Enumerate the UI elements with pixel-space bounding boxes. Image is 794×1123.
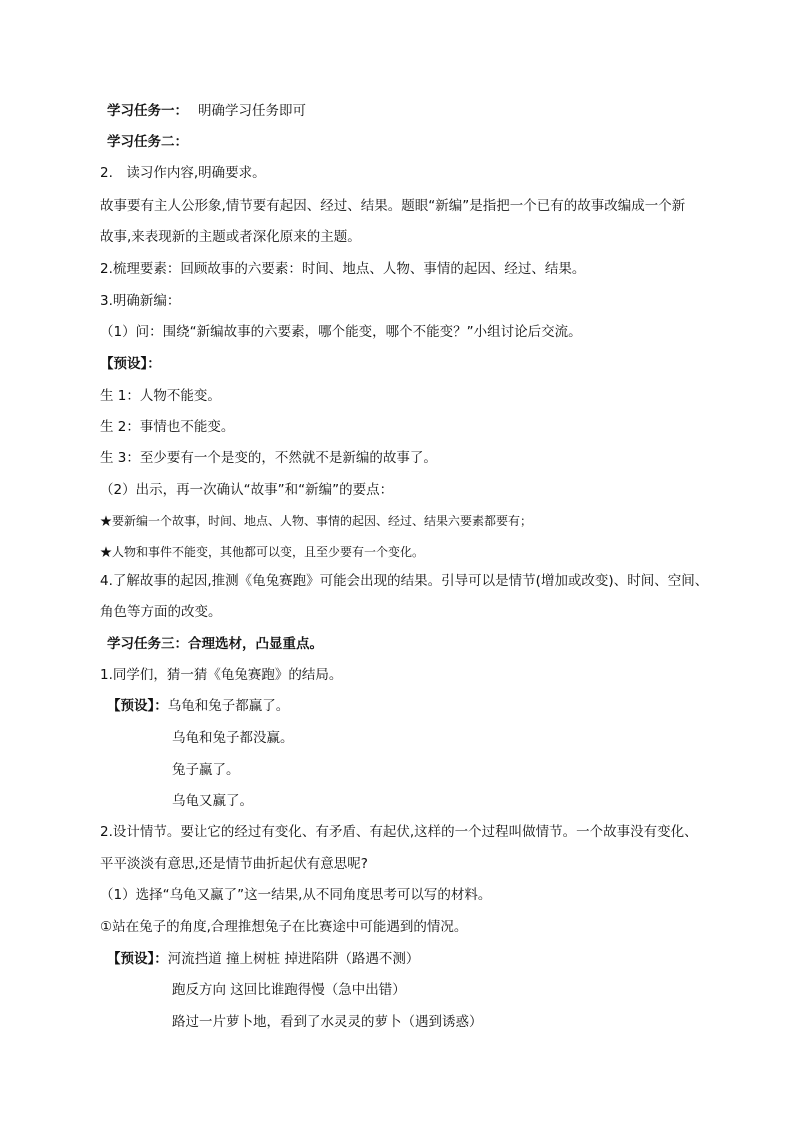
preset-label: 【预设】： [107, 951, 168, 967]
paragraph: 路过一片萝卜地，看到了水灵灵的萝卜（遇到诱惑） [172, 1014, 483, 1030]
paragraph: 兔子赢了。 [172, 762, 240, 778]
task1-text: 明确学习任务即可 [198, 103, 306, 119]
task1-label: 学习任务一： [107, 103, 188, 119]
preset-line [107, 697, 289, 715]
task1-line [107, 102, 306, 120]
paragraph: （2）出示，再一次确认“故事”和“新编”的要点： [100, 482, 394, 498]
paragraph: 4.了解故事的起因,推测《龟兔赛跑》可能会出现的结果。引导可以是情节(增加或改变)、时间、空间、 [100, 573, 709, 589]
paragraph: 故事,来表现新的主题或者深化原来的主题。 [100, 229, 361, 245]
paragraph: 跑反方向 这回比谁跑得慢（急中出错） [172, 982, 406, 998]
paragraph: 故事要有主人公形象,情节要有起因、经过、结果。题眼“新编”是指把一个已有的故事改编成一个新 [100, 198, 686, 214]
paragraph: 生 3：至少要有一个是变的，不然就不是新编的故事了。 [100, 450, 437, 466]
paragraph: 乌龟和兔子都没赢。 [172, 730, 294, 746]
paragraph: 乌龟又赢了。 [172, 793, 253, 809]
preset-text: 河流挡道 撞上树桩 掉进陷阱（路遇不测） [167, 951, 420, 967]
paragraph: 平平淡淡有意思,还是情节曲折起伏有意思呢? [100, 856, 368, 872]
paragraph: 2. 读习作内容,明确要求。 [100, 165, 266, 181]
paragraph: ①站在兔子的角度,合理推想兔子在比赛途中可能遇到的情况。 [100, 919, 468, 935]
preset-line [107, 950, 419, 968]
paragraph: 2.梳理要素：回顾故事的六要素：时间、地点、人物、事情的起因、经过、结果。 [100, 261, 586, 277]
paragraph: 生 2：事情也不能变。 [100, 419, 235, 435]
task2-label: 学习任务二： [107, 134, 188, 150]
preset-text: 乌龟和兔子都赢了。 [167, 698, 290, 714]
paragraph: （1）选择“乌龟又赢了”这一结果,从不同角度思考可以写的材料。 [100, 887, 492, 903]
paragraph: 3.明确新编： [100, 293, 181, 309]
preset-label: 【预设】： [100, 356, 161, 372]
star-point: ★人物和事件不能变，其他都可以变，且至少要有一个变化。 [100, 545, 425, 559]
paragraph: （1）问：围绕“新编故事的六要素，哪个能变，哪个不能变？”小组讨论后交流。 [100, 324, 582, 340]
preset-label: 【预设】： [107, 698, 168, 714]
star-point: ★要新编一个故事，时间、地点、人物、事情的起因、经过、结果六要素都要有； [100, 514, 533, 528]
paragraph: 1.同学们，猜一猜《龟兔赛跑》的结局。 [100, 667, 343, 683]
paragraph: 角色等方面的改变。 [100, 604, 222, 620]
task3-label: 学习任务三：合理选材，凸显重点。 [107, 636, 323, 652]
paragraph: 生 1：人物不能变。 [100, 388, 221, 404]
paragraph: 2.设计情节。要让它的经过有变化、有矛盾、有起伏,这样的一个过程叫做情节。一个故事没有变化、 [100, 824, 698, 840]
